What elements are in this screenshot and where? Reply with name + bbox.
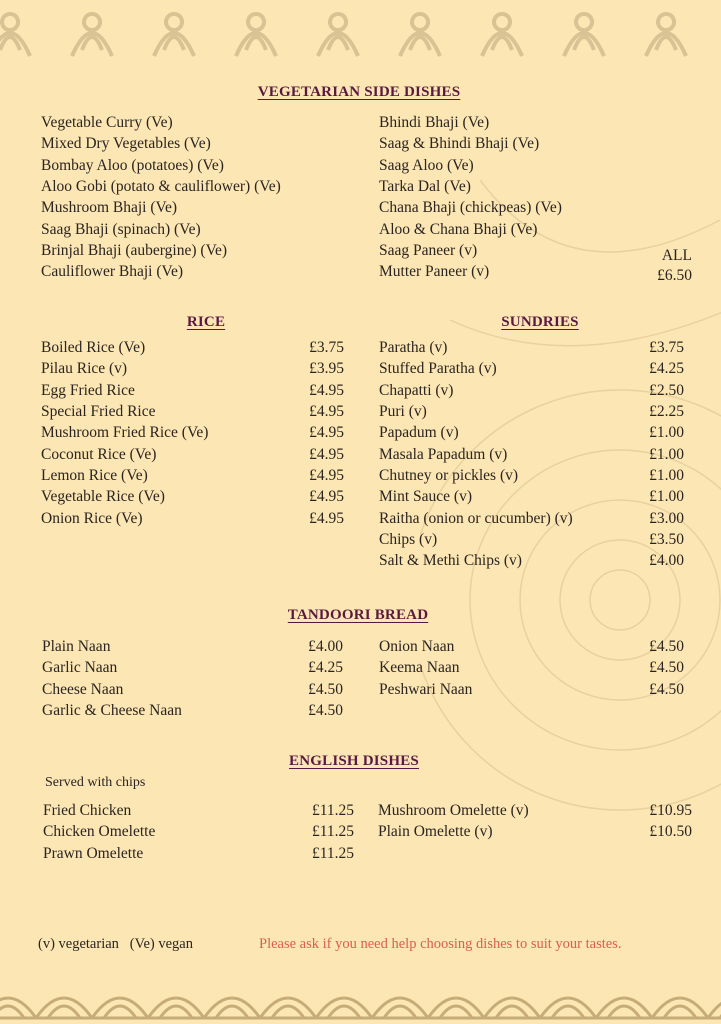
menu-item bbox=[379, 133, 639, 154]
menu-item-price: £3.00 bbox=[649, 509, 684, 527]
menu-item bbox=[379, 219, 639, 240]
menu-item bbox=[42, 679, 343, 700]
rice-list bbox=[41, 337, 344, 529]
menu-item bbox=[379, 176, 639, 197]
menu-item bbox=[43, 821, 354, 842]
menu-item bbox=[41, 261, 341, 282]
menu-item-price: £11.25 bbox=[311, 844, 354, 862]
tandoori-left-list bbox=[42, 636, 343, 721]
menu-item bbox=[42, 657, 343, 678]
menu-item bbox=[378, 800, 692, 821]
menu-item-name: Raitha (onion or cucumber) (v) bbox=[379, 509, 573, 527]
menu-item bbox=[379, 155, 639, 176]
menu-item-price: £4.95 bbox=[309, 488, 344, 506]
veg-side-price bbox=[657, 246, 692, 286]
menu-item bbox=[379, 358, 684, 379]
menu-item bbox=[41, 219, 341, 240]
menu-item-name: Keema Naan bbox=[379, 659, 460, 677]
menu-item-name: Onion Rice (Ve) bbox=[41, 509, 143, 527]
menu-item-name: Aloo & Chana Bhaji (Ve) bbox=[379, 220, 538, 238]
menu-item bbox=[42, 636, 343, 657]
menu-item-name: Coconut Rice (Ve) bbox=[41, 445, 157, 463]
decorative-top-border bbox=[0, 0, 721, 62]
menu-item-name: Bombay Aloo (potatoes) (Ve) bbox=[41, 156, 224, 174]
menu-item-price: £4.95 bbox=[309, 403, 344, 421]
menu-item-price: £3.75 bbox=[309, 339, 344, 356]
menu-item bbox=[379, 486, 684, 507]
menu-item-price: £11.25 bbox=[311, 802, 354, 819]
menu-item-name: Lemon Rice (Ve) bbox=[41, 467, 148, 485]
menu-item-price: £4.95 bbox=[309, 445, 344, 463]
menu-item-name: Saag & Bhindi Bhaji (Ve) bbox=[379, 135, 540, 153]
menu-item bbox=[41, 508, 344, 529]
menu-item-price: £4.95 bbox=[309, 509, 344, 527]
menu-item bbox=[379, 422, 684, 443]
menu-item-name: Saag Paneer (v) bbox=[379, 242, 478, 260]
menu-item-name: Bhindi Bhaji (Ve) bbox=[379, 114, 490, 131]
menu-item-price: £4.95 bbox=[309, 467, 344, 485]
menu-item-name: Cauliflower Bhaji (Ve) bbox=[41, 263, 184, 281]
menu-item-price: £3.50 bbox=[649, 531, 684, 549]
menu-item bbox=[379, 679, 684, 700]
menu-item bbox=[378, 821, 692, 842]
menu-item bbox=[379, 197, 639, 218]
menu-item bbox=[379, 240, 639, 261]
menu-item bbox=[42, 700, 343, 721]
menu-item-price: £4.95 bbox=[309, 381, 344, 399]
menu-item-name: Tarka Dal (Ve) bbox=[379, 178, 471, 196]
menu-item-name: Mutter Paneer (v) bbox=[379, 263, 490, 281]
menu-item-name: Plain Omelette (v) bbox=[378, 823, 493, 841]
menu-item-price: £1.00 bbox=[649, 467, 684, 485]
section-title-rice: RICE bbox=[186, 314, 226, 330]
menu-item bbox=[41, 358, 344, 379]
menu-item-price: £4.50 bbox=[649, 638, 684, 655]
menu-item-name: Brinjal Bhaji (aubergine) (Ve) bbox=[41, 242, 228, 260]
menu-item-name: Boiled Rice (Ve) bbox=[41, 339, 146, 356]
menu-item-price: £4.50 bbox=[649, 659, 684, 677]
menu-item-price: £2.25 bbox=[649, 403, 684, 421]
menu-item-price: £3.95 bbox=[309, 360, 344, 378]
menu-item-price: £10.95 bbox=[649, 802, 692, 819]
menu-item-name: Mushroom Bhaji (Ve) bbox=[41, 199, 178, 217]
menu-item-name: Prawn Omelette bbox=[43, 844, 144, 862]
sundries-list bbox=[379, 337, 684, 572]
menu-item-name: Mint Sauce (v) bbox=[379, 488, 472, 506]
menu-item-name: Special Fried Rice bbox=[41, 403, 156, 421]
menu-item-name: Chips (v) bbox=[379, 531, 438, 549]
menu-item bbox=[379, 465, 684, 486]
menu-item-price: £4.00 bbox=[308, 638, 343, 655]
menu-item bbox=[379, 550, 684, 571]
menu-item-name: Saag Bhaji (spinach) (Ve) bbox=[41, 220, 201, 238]
menu-item bbox=[43, 800, 354, 821]
menu-item-name: Mixed Dry Vegetables (Ve) bbox=[41, 135, 211, 153]
menu-item-price: £3.75 bbox=[649, 339, 684, 356]
menu-item-price: £4.25 bbox=[308, 659, 343, 677]
decorative-bottom-border bbox=[0, 982, 721, 1024]
menu-item-name: Chicken Omelette bbox=[43, 823, 156, 841]
menu-item-name: Plain Naan bbox=[42, 638, 111, 655]
menu-item-name: Chutney or pickles (v) bbox=[379, 467, 519, 485]
menu-item-name: Chana Bhaji (chickpeas) (Ve) bbox=[379, 199, 562, 217]
english-subtitle: Served with chips bbox=[45, 775, 146, 790]
menu-item-price: £1.00 bbox=[649, 445, 684, 463]
menu-item-price: £4.25 bbox=[649, 360, 684, 378]
menu-item bbox=[41, 240, 341, 261]
menu-item-name: Papadum (v) bbox=[379, 424, 459, 442]
menu-item bbox=[41, 155, 341, 176]
menu-item-name: Peshwari Naan bbox=[379, 680, 473, 698]
menu-item-name: Pilau Rice (v) bbox=[41, 360, 128, 378]
menu-item bbox=[379, 529, 684, 550]
menu-item bbox=[41, 197, 341, 218]
veg-side-left-list bbox=[41, 112, 341, 283]
menu-item-name: Masala Papadum (v) bbox=[379, 445, 508, 463]
menu-item-name: Aloo Gobi (potato & cauliflower) (Ve) bbox=[41, 178, 281, 196]
menu-item bbox=[379, 444, 684, 465]
menu-item-price: £4.00 bbox=[649, 552, 684, 570]
menu-item-name: Chapatti (v) bbox=[379, 381, 454, 399]
all-label: ALL bbox=[661, 247, 692, 264]
menu-item bbox=[41, 176, 341, 197]
veg-side-right-list bbox=[379, 112, 639, 283]
section-title-sundries: SUNDRIES bbox=[501, 314, 579, 330]
menu-item-name: Cheese Naan bbox=[42, 680, 124, 698]
menu-item-name: Garlic Naan bbox=[42, 659, 118, 677]
menu-item bbox=[41, 401, 344, 422]
menu-item bbox=[41, 337, 344, 358]
tandoori-right-list bbox=[379, 636, 684, 700]
menu-item bbox=[41, 112, 341, 133]
menu-item-name: Salt & Methi Chips (v) bbox=[379, 552, 522, 570]
menu-item-name: Puri (v) bbox=[379, 403, 427, 421]
menu-item-name: Onion Naan bbox=[379, 638, 455, 655]
menu-item-price: £4.95 bbox=[309, 424, 344, 442]
menu-item-name: Fried Chicken bbox=[43, 802, 132, 819]
menu-item bbox=[379, 636, 684, 657]
menu-item-price: £1.00 bbox=[649, 424, 684, 442]
menu-item bbox=[41, 444, 344, 465]
english-right-list bbox=[378, 800, 692, 843]
menu-item bbox=[41, 465, 344, 486]
section-title-english-dishes: ENGLISH DISHES bbox=[289, 753, 419, 769]
menu-item-price: £11.25 bbox=[311, 823, 354, 841]
menu-item bbox=[41, 422, 344, 443]
menu-item-price: £1.00 bbox=[649, 488, 684, 506]
menu-item bbox=[379, 261, 639, 282]
menu-item-name: Garlic & Cheese Naan bbox=[42, 702, 182, 720]
menu-item bbox=[41, 133, 341, 154]
menu-item bbox=[41, 380, 344, 401]
menu-item bbox=[379, 401, 684, 422]
menu-item bbox=[379, 380, 684, 401]
menu-item bbox=[379, 657, 684, 678]
menu-item-price: £4.50 bbox=[308, 680, 343, 698]
menu-item-name: Stuffed Paratha (v) bbox=[379, 360, 497, 378]
menu-item-name: Mushroom Fried Rice (Ve) bbox=[41, 424, 209, 442]
section-title-vegetarian-side-dishes: VEGETARIAN SIDE DISHES bbox=[257, 84, 461, 100]
menu-item bbox=[41, 486, 344, 507]
help-note: Please ask if you need help choosing dishes to suit your tastes. bbox=[259, 936, 622, 952]
menu-item bbox=[379, 112, 639, 133]
menu-item-name: Paratha (v) bbox=[379, 339, 448, 356]
menu-item-price: £10.50 bbox=[649, 823, 692, 841]
menu-item-price: £4.50 bbox=[308, 702, 343, 720]
menu-item bbox=[379, 508, 684, 529]
all-price: £6.50 bbox=[657, 267, 692, 284]
menu-item bbox=[43, 843, 354, 864]
dietary-legend: (v) vegetarian (Ve) vegan bbox=[38, 936, 193, 952]
menu-item-name: Vegetable Curry (Ve) bbox=[41, 114, 173, 131]
menu-item-price: £4.50 bbox=[649, 680, 684, 698]
menu-item-price: £2.50 bbox=[649, 381, 684, 399]
menu-item bbox=[379, 337, 684, 358]
menu-item-name: Saag Aloo (Ve) bbox=[379, 156, 474, 174]
english-left-list bbox=[43, 800, 354, 864]
menu-item-name: Vegetable Rice (Ve) bbox=[41, 488, 165, 506]
menu-item-name: Egg Fried Rice bbox=[41, 381, 135, 399]
menu-item-name: Mushroom Omelette (v) bbox=[378, 802, 529, 819]
section-title-tandoori-bread: TANDOORI BREAD bbox=[287, 607, 429, 623]
